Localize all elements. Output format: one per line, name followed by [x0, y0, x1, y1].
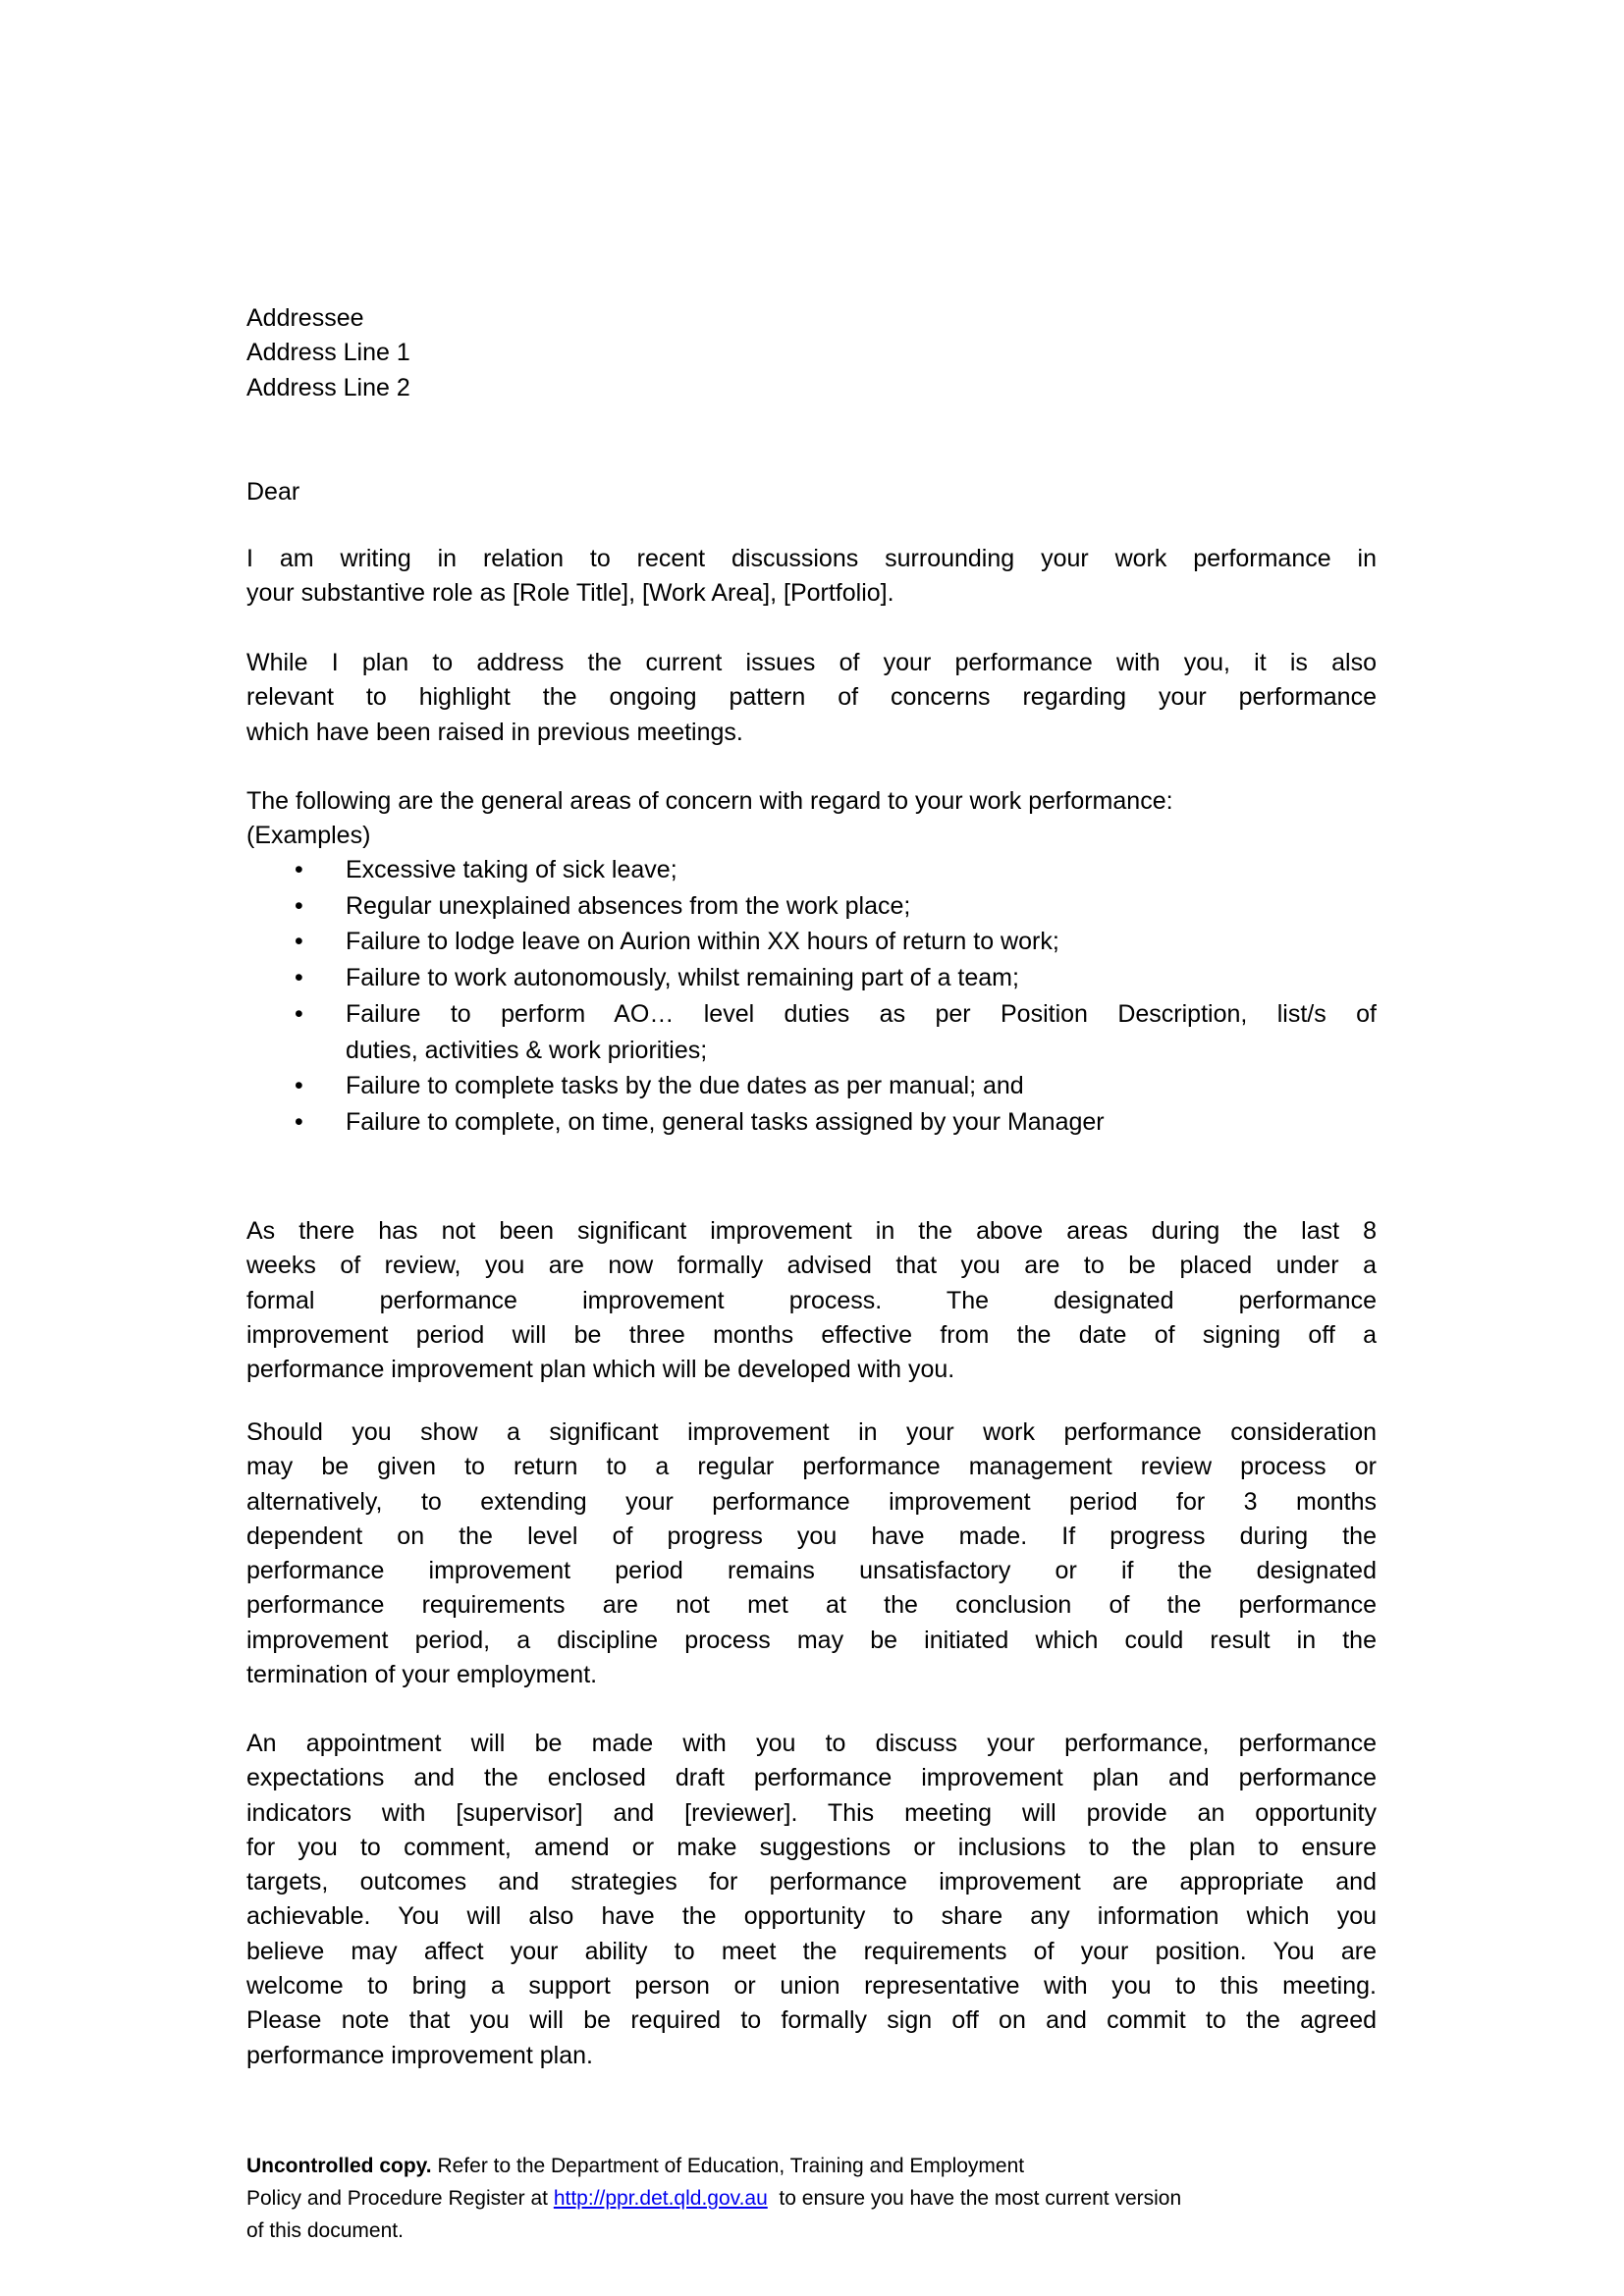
- paragraph-line: weeks of review, you are now formally advised that you are to be placed under a: [246, 1252, 1377, 1280]
- uncontrolled-copy-label: Uncontrolled copy.: [246, 2155, 432, 2177]
- paragraph-line: performance improvement plan which will be developed with you.: [246, 1356, 955, 1384]
- addressee: Addressee: [246, 304, 364, 332]
- paragraph-line: achievable. You will also have the opportunity to share any information which you: [246, 1902, 1377, 1931]
- list-item-text: Failure to lodge leave on Aurion within XX hours of return to work;: [346, 928, 1059, 956]
- footer-line-2: [246, 2182, 1377, 2215]
- salutation: [246, 475, 1377, 509]
- paragraph-line: believe may affect your ability to meet the requirements of your position. You are: [246, 1937, 1377, 1965]
- bullet-icon: •: [295, 891, 303, 920]
- paragraph-appointment: [246, 1727, 1377, 2073]
- footer-text: Policy and Procedure Register at: [246, 2187, 554, 2210]
- paragraph-line: Should you show a significant improvement in your work performance consideration: [246, 1418, 1377, 1446]
- paragraph-line: I am writing in relation to recent discussions surrounding your work performance in: [246, 545, 1377, 572]
- paragraph-line: targets, outcomes and strategies for performance improvement are appropriate and: [246, 1868, 1377, 1896]
- list-item: [246, 1068, 1377, 1104]
- address-line-1: Address Line 1: [246, 339, 410, 367]
- paragraph-line: indicators with [supervisor] and [reviewer]. This meeting will provide an opportunity: [246, 1798, 1377, 1827]
- list-item: [246, 888, 1377, 925]
- paragraph-line: dependent on the level of progress you have made. If progress during the: [246, 1522, 1377, 1550]
- address-block: [246, 301, 1377, 405]
- list-item: [246, 960, 1377, 996]
- paragraph-line: may be given to return to a regular performance management review process or: [246, 1453, 1377, 1481]
- document-footer: [246, 2150, 1377, 2247]
- paragraph-line: The following are the general areas of concern with regard to your work performance:: [246, 787, 1173, 815]
- concerns-list: [246, 852, 1377, 1141]
- paragraph-line: performance improvement period remains unsatisfactory or if the designated: [246, 1557, 1377, 1585]
- list-item: [246, 852, 1377, 888]
- list-item-text: Failure to work autonomously, whilst remaining part of a team;: [346, 964, 1019, 992]
- paragraph-line: While I plan to address the current issues of your performance with you, it is also: [246, 649, 1377, 676]
- list-item-text: Excessive taking of sick leave;: [346, 856, 677, 883]
- paragraph-line: termination of your employment.: [246, 1661, 598, 1689]
- salutation-text: Dear: [246, 478, 300, 506]
- paragraph-line: improvement period, a discipline process may be initiated which could result in the: [246, 1626, 1377, 1654]
- footer-line-1: [246, 2150, 1377, 2182]
- paragraph-line: improvement period will be three months effective from the date of signing off a: [246, 1320, 1377, 1349]
- address-line-2: Address Line 2: [246, 373, 410, 401]
- paragraph-line: your substantive role as [Role Title], [Work Area], [Portfolio].: [246, 579, 894, 608]
- list-item: [246, 924, 1377, 960]
- footer-text: to ensure you have the most current version: [767, 2187, 1182, 2210]
- paragraph-formal-process: [246, 1214, 1377, 1387]
- paragraph-intro: [246, 542, 1377, 612]
- bullet-icon: •: [295, 1107, 303, 1136]
- list-item: [246, 1104, 1377, 1141]
- bullet-icon: •: [295, 1072, 303, 1100]
- paragraph-line: expectations and the enclosed draft performance improvement plan and performance: [246, 1764, 1377, 1792]
- bullet-icon: •: [295, 964, 303, 992]
- list-item-text: Regular unexplained absences from the work place;: [346, 891, 911, 920]
- list-item-text-continued: duties, activities & work priorities;: [346, 1036, 708, 1064]
- list-item-text: Failure to perform AO… level duties as per Position Description, list/s of: [346, 999, 1377, 1028]
- paragraph-line: (Examples): [246, 822, 371, 850]
- bullet-icon: •: [295, 999, 303, 1028]
- paragraph-line: Please note that you will be required to formally sign off on and commit to the agreed: [246, 2006, 1377, 2035]
- paragraph-pattern-of-concerns: [246, 646, 1377, 750]
- paragraph-line: relevant to highlight the ongoing pattern of concerns regarding your performance: [246, 683, 1377, 712]
- paragraph-outcomes: [246, 1415, 1377, 1692]
- paragraph-line: As there has not been significant improvement in the above areas during the last 8: [246, 1217, 1377, 1245]
- list-item-text: Failure to complete, on time, general tasks assigned by your Manager: [346, 1107, 1105, 1136]
- paragraph-areas-of-concern: [246, 784, 1377, 854]
- paragraph-line: alternatively, to extending your performance improvement period for 3 months: [246, 1487, 1377, 1516]
- paragraph-line: performance requirements are not met at the conclusion of the performance: [246, 1591, 1377, 1620]
- paragraph-line: welcome to bring a support person or union representative with you to this meeting.: [246, 1972, 1377, 2001]
- paragraph-line: for you to comment, amend or make suggestions or inclusions to the plan to ensure: [246, 1833, 1377, 1861]
- bullet-icon: •: [295, 856, 303, 883]
- list-item: [246, 996, 1377, 1068]
- paragraph-line: which have been raised in previous meetings.: [246, 718, 743, 746]
- paragraph-line: An appointment will be made with you to discuss your performance, performance: [246, 1730, 1377, 1757]
- policy-register-link[interactable]: http://ppr.det.qld.gov.au: [553, 2187, 768, 2210]
- footer-line-3: of this document.: [246, 2219, 404, 2242]
- footer-text: Refer to the Department of Education, Training and Employment: [431, 2155, 1025, 2177]
- bullet-icon: •: [295, 928, 303, 956]
- paragraph-line: formal performance improvement process. The designated performance: [246, 1286, 1377, 1314]
- paragraph-line: performance improvement plan.: [246, 2041, 593, 2069]
- list-item-text: Failure to complete tasks by the due dates as per manual; and: [346, 1072, 1024, 1100]
